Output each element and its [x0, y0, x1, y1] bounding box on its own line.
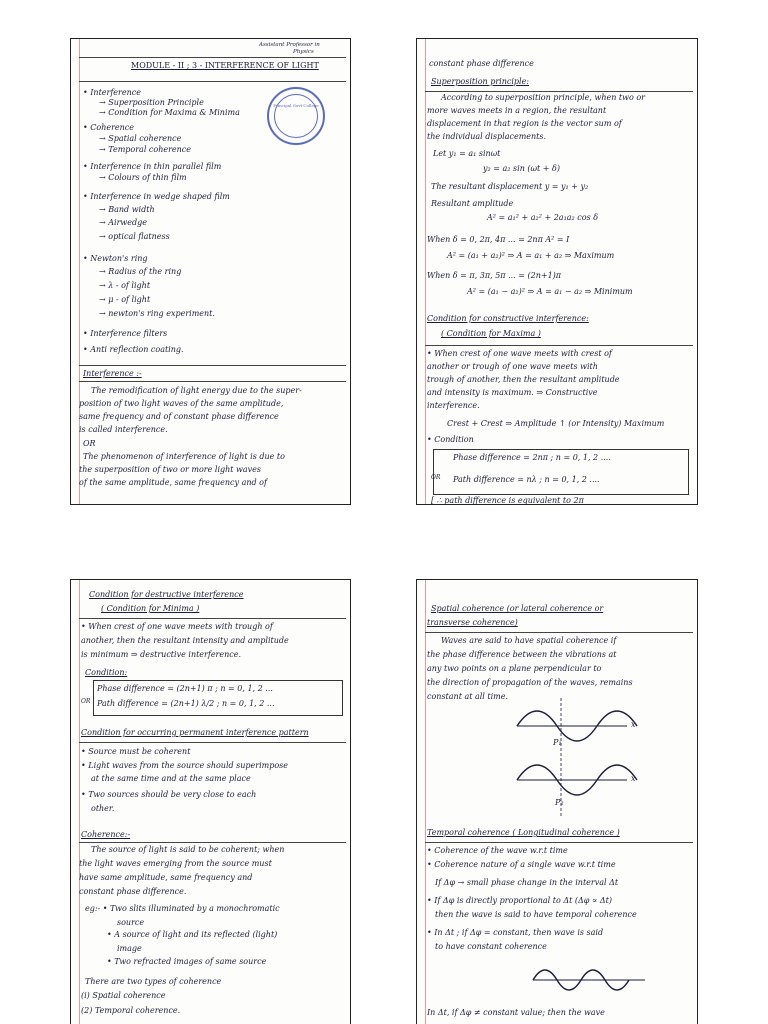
body-line: the light waves emerging from the source must [79, 859, 272, 868]
outline-item: → newton's ring experiment. [99, 309, 215, 318]
outline-item: • Coherence [83, 123, 135, 132]
body-line: the phase difference between the vibrations at [427, 650, 617, 659]
body-line: to have constant coherence [435, 942, 547, 951]
body-line: image [117, 944, 142, 953]
college-seal: Principal Govt College [267, 87, 325, 145]
body-line: constant phase difference [429, 59, 534, 68]
margin-line [425, 39, 426, 504]
rule [79, 57, 346, 58]
body-line: another, then the resultant intensity and amplitude [81, 636, 289, 645]
figure-label: P₁ [553, 738, 562, 747]
body-line: eg:- • Two slits illuminated by a monochromatic [85, 904, 280, 913]
outline-item: • Interference in thin parallel film [83, 162, 222, 171]
section-heading: Spatial coherence (or lateral coherence or [431, 604, 604, 613]
designation-text: Assistant Professor in [259, 42, 320, 48]
equation: Path difference = (2n+1) λ/2 ; n = 0, 1, 2 ... [97, 699, 275, 708]
outline-item: → optical flatness [99, 232, 170, 241]
section-heading: Condition for occurring permanent interference pattern [81, 728, 309, 737]
body-line: trough of another, then the resultant amplitude [427, 375, 620, 384]
dept-text: Physics [293, 49, 314, 55]
body-line: • If Δφ is directly proportional to Δt (Δφ ∝ Δt) [427, 896, 612, 905]
equation: When δ = π, 3π, 5π ... = (2n+1)π [427, 271, 562, 280]
body-line: other. [91, 804, 115, 813]
body-line: any two points on a plane perpendicular to [427, 664, 602, 673]
body-line: and intensity is maximum. ⇒ Constructive [427, 388, 598, 397]
body-line: • When crest of one wave meets with trough of [81, 622, 273, 631]
body-line: • Source must be coherent [81, 747, 191, 756]
body-line: the direction of propagation of the waves, remains [427, 678, 633, 687]
rule [425, 91, 693, 92]
body-line: (i) Spatial coherence [81, 991, 166, 1000]
rule [79, 842, 346, 843]
equation: A² = a₁² + a₂² + 2a₁a₂ cos δ [487, 213, 599, 222]
equation: Let y₁ = a₁ sinωt [433, 149, 501, 158]
outline-item: → Airwedge [99, 218, 147, 227]
equation: Phase difference = 2nπ ; n = 0, 1, 2 .... [453, 453, 611, 462]
body-line: [ ∴ path difference is equivalent to 2π [431, 496, 584, 505]
page-title: MODULE - II ; 3 - INTERFERENCE OF LIGHT [131, 61, 319, 70]
body-line: displacement in that region is the vector sum of [427, 119, 622, 128]
rule [79, 81, 346, 82]
body-line: According to superposition principle, when two or [441, 93, 645, 102]
body-line: constant phase difference. [79, 887, 187, 896]
section-heading: Interference :- [83, 369, 142, 378]
outline-item: • Newton's ring [83, 254, 148, 263]
outline-item: → λ - of light [99, 281, 151, 290]
outline-item: → Spatial coherence [99, 134, 182, 143]
body-line: If Δφ → small phase change in the interval Δt [435, 878, 619, 887]
figure-label: x [631, 720, 636, 729]
body-line: of the same amplitude, same frequency and of [79, 478, 267, 487]
notes-page-3 [70, 579, 351, 1024]
body-line: • Coherence nature of a single wave w.r.t time [427, 860, 616, 869]
rule [79, 742, 346, 743]
body-line: then the wave is said to have temporal coherence [435, 910, 637, 919]
body-line: the superposition of two or more light waves [79, 465, 262, 474]
body-line: the individual displacements. [427, 132, 547, 141]
body-line: position of two light waves of the same amplitude, [79, 399, 284, 408]
body-line: • Two refracted images of same source [107, 957, 267, 966]
body-line: at the same time and at the same place [91, 774, 251, 783]
equation: The resultant displacement y = y₁ + y₂ [431, 182, 589, 191]
outline-item: → Superposition Principle [99, 98, 204, 107]
body-line: • Two sources should be very close to each [81, 790, 257, 799]
section-heading: Condition for constructive interference: [427, 314, 589, 323]
body-line: is minimum ⇒ destructive interference. [81, 650, 242, 659]
rule [425, 842, 693, 843]
or-label: OR [431, 474, 441, 481]
body-line: have same amplitude, same frequency and [79, 873, 253, 882]
rule [79, 365, 346, 366]
section-heading: Condition for destructive interference [89, 590, 244, 599]
rule [79, 618, 346, 619]
rule [79, 381, 346, 382]
body-line: • Coherence of the wave w.r.t time [427, 846, 568, 855]
section-subheading: ( Condition for Minima ) [101, 604, 200, 613]
body-line: Waves are said to have spatial coherence if [441, 636, 617, 645]
notes-page-1 [70, 38, 351, 505]
outline-item: • Interference [83, 88, 141, 97]
section-heading: Superposition principle: [431, 77, 530, 86]
outline-item: → Temporal coherence [99, 145, 192, 154]
body-line: Resultant amplitude [431, 199, 514, 208]
equation: y₂ = a₂ sin (ωt + δ) [483, 164, 560, 173]
body-line: • Condition [427, 435, 474, 444]
temporal-wave-figure [527, 958, 647, 998]
outline-item: • Interference in wedge shaped film [83, 192, 230, 201]
outline-item: → Colours of thin film [99, 173, 187, 182]
outline-item: • Interference filters [83, 329, 168, 338]
rule [425, 345, 693, 346]
equation: Crest + Crest ⇒ Amplitude ↑ (or Intensity) Maximum [447, 419, 665, 428]
body-line: The source of light is said to be coherent; when [91, 845, 285, 854]
notes-page-4 [416, 579, 698, 1024]
margin-line [425, 580, 426, 1024]
equation: A² = (a₁ − a₂)² ⇒ A = a₁ − a₂ ⇒ Minimum [467, 287, 633, 296]
outline-item: • Anti reflection coating. [83, 345, 184, 354]
body-line: OR [83, 439, 96, 448]
figure-label: x [631, 774, 636, 783]
body-line: (2) Temporal coherence. [81, 1006, 181, 1015]
body-line: • Light waves from the source should superimpose [81, 761, 289, 770]
margin-line [79, 580, 80, 1024]
body-line: • When crest of one wave meets with crest of [427, 349, 612, 358]
body-line: • A source of light and its reflected (light) [107, 930, 278, 939]
outline-item: → Condition for Maxima & Minima [99, 108, 240, 117]
body-line: The remodification of light energy due to the super- [91, 386, 302, 395]
condition-label: Condition: [85, 668, 128, 677]
rule [425, 632, 693, 633]
or-label: OR [81, 698, 91, 705]
body-line: more waves meets in a region, the resultant [427, 106, 607, 115]
outline-item: → Band width [99, 205, 155, 214]
body-line: constant at all time. [427, 692, 509, 701]
spatial-coherence-figure [507, 698, 647, 818]
notes-page-2 [416, 38, 698, 505]
equation: When δ = 0, 2π, 4π ... = 2nπ A² = I [427, 235, 570, 244]
equation: Path difference = nλ ; n = 0, 1, 2 .... [453, 475, 600, 484]
body-line: interference. [427, 401, 480, 410]
body-line: is called interference. [79, 425, 168, 434]
outline-item: → Radius of the ring [99, 267, 182, 276]
section-heading-cont: transverse coherence) [427, 618, 518, 627]
body-line: source [117, 918, 145, 927]
body-line: • In Δt ; if Δφ = constant, then wave is said [427, 928, 604, 937]
equation: A² = (a₁ + a₂)² ⇒ A = a₁ + a₂ ⇒ Maximum [447, 251, 615, 260]
equation: Phase difference = (2n+1) π ; n = 0, 1, 2 ... [97, 684, 273, 693]
section-subheading: ( Condition for Maxima ) [441, 329, 541, 338]
outline-item: → μ - of light [99, 295, 151, 304]
body-line: The phenomenon of interference of light is due to [83, 452, 285, 461]
section-heading: Coherence:- [81, 830, 131, 839]
body-line: In Δt, if Δφ ≠ constant value; then the wave [427, 1008, 605, 1017]
body-line: same frequency and of constant phase difference [79, 412, 279, 421]
body-line: There are two types of coherence [85, 977, 222, 986]
figure-label: P₂ [555, 798, 564, 807]
body-line: another or trough of one wave meets with [427, 362, 598, 371]
section-heading: Temporal coherence ( Longitudinal coherence ) [427, 828, 620, 837]
